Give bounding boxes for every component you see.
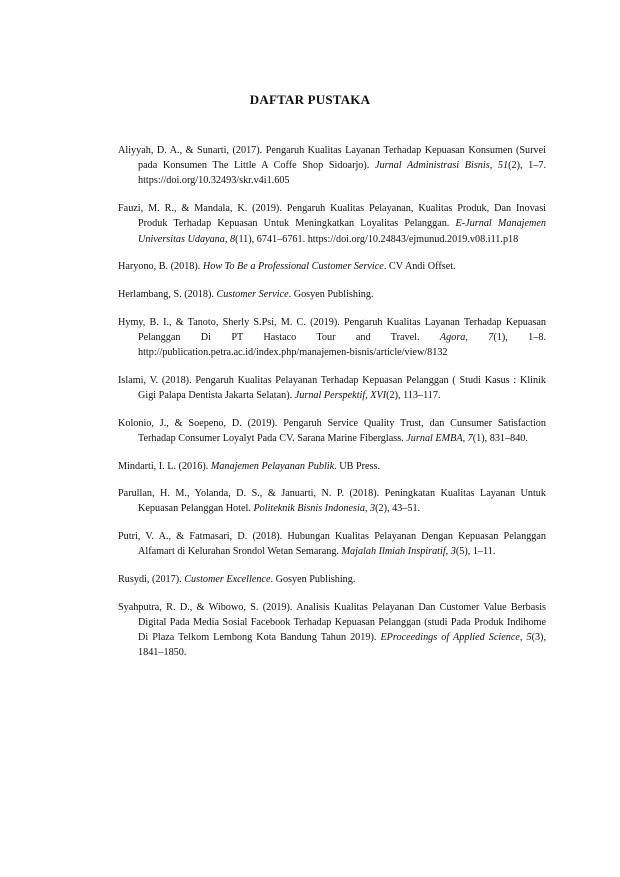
reference-list xyxy=(118,143,546,673)
reference-text: . CV Andi Offset. xyxy=(383,261,456,273)
reference-italic-text: 7 xyxy=(488,331,494,343)
reference-italic-text: 3 xyxy=(450,546,456,558)
reference-italic-text: Customer Excellence xyxy=(184,574,271,586)
reference-entry xyxy=(118,600,546,661)
reference-text: (5), 1–11. xyxy=(455,546,496,558)
reference-italic-text: 8 xyxy=(229,233,236,245)
reference-text: , xyxy=(489,160,498,172)
reference-italic-text: XVI xyxy=(370,389,387,401)
reference-italic-text: EProceedings of Applied Science xyxy=(380,632,520,644)
reference-entry xyxy=(118,572,546,587)
reference-italic-text: How To Be a Professional Customer Service xyxy=(202,261,384,273)
reference-text: Rusydi, (2017). xyxy=(118,574,185,586)
reference-italic-text: Majalah Ilmiah Inspiratif xyxy=(341,546,446,558)
reference-text: Aliyyah, D. A., & Sunarti, (2017). Pengaruh Kualitas Layanan Terhadap Kepuasan Konsumen (Survei pada Konsumen The Little A Coffe Shop Sidoarjo). xyxy=(118,145,546,172)
reference-text: Parullan, H. M., Yolanda, D. S., & Januarti, N. P. (2018). Peningkatan Kualitas Layanan Untuk Kepuasan Pelanggan Hotel. xyxy=(118,488,546,515)
reference-italic-text: 7 xyxy=(467,432,473,444)
reference-text: Herlambang, S. (2018). xyxy=(118,288,217,300)
reference-italic-text: 51 xyxy=(497,160,509,172)
reference-entry xyxy=(118,416,546,446)
reference-text: Hymy, B. I., & Tanoto, Sherly S.Psi, M. C. (2019). Pengaruh Kualitas Layanan Terhadap Kepuasan Pelanggan Di PT Hastaco Tour and Travel. xyxy=(118,316,546,343)
page-title: DAFTAR PUSTAKA xyxy=(249,92,371,107)
reference-italic-text: E-Jurnal Manajemen Universitas Udayana xyxy=(138,218,547,245)
reference-text: . Gosyen Publishing. xyxy=(270,574,356,586)
reference-text: (1), 1–8. http://publication.petra.ac.id/index.php/manajemen-bisnis/article/view/8132 xyxy=(138,331,547,359)
reference-text: Syahputra, R. D., & Wibowo, S. (2019). Analisis Kualitas Pelayanan Dan Customer Value Berbasis Digital Pada Media Sosial Facebook Terhadap Kepuasan Pelanggan (studi Pada Produk Indihome Di Plaza Telkom Lembong Kota Bandung Tahun 2019). xyxy=(118,601,546,644)
reference-italic-text: Customer Service xyxy=(216,288,289,300)
reference-italic-text: Politeknik Bisnis Indonesia xyxy=(253,503,365,515)
reference-text: . Gosyen Publishing. xyxy=(288,288,374,300)
reference-italic-text: Jurnal Administrasi Bisnis xyxy=(374,160,490,172)
reference-entry xyxy=(118,143,546,189)
reference-entry xyxy=(118,529,546,559)
reference-text: (11), 6741–6761. https://doi.org/10.24843/ejmunud.2019.v08.i11.p18 xyxy=(235,233,519,245)
reference-text: , xyxy=(364,503,371,515)
reference-text: , xyxy=(224,233,230,245)
reference-italic-text: Jurnal EMBA xyxy=(406,432,463,444)
reference-italic-text: Jurnal Perspektif xyxy=(294,389,366,401)
reference-text: , xyxy=(462,432,468,444)
reference-entry xyxy=(118,201,546,247)
reference-entry xyxy=(118,459,546,474)
reference-entry xyxy=(118,259,546,274)
reference-text: Haryono, B. (2018). xyxy=(118,261,203,273)
reference-italic-text: Agora xyxy=(439,331,466,343)
reference-entry xyxy=(118,486,546,516)
reference-entry xyxy=(118,373,546,403)
reference-text: , xyxy=(465,331,489,343)
reference-text: , xyxy=(445,546,451,558)
reference-text: , xyxy=(365,389,371,401)
reference-text: Mindarti, I. L. (2016). xyxy=(118,460,211,472)
reference-text: (2), 113–117. xyxy=(386,389,441,401)
reference-text: (2), 1–7. https://doi.org/10.32493/skr.v4i1.605 xyxy=(138,160,547,187)
reference-text: Islami, V. (2018). Pengaruh Kualitas Pelayanan Terhadap Kepuasan Pelanggan ( Studi Kasus : Klinik Gigi Palapa Dentista Jakarta Selatan). xyxy=(118,374,546,401)
reference-text: Putri, V. A., & Fatmasari, D. (2018). Hubungan Kualitas Pelayanan Dengan Kepuasan Pelanggan Alfamart di Kelurahan Srondol Wetan Semarang. xyxy=(118,531,546,558)
reference-entry xyxy=(118,315,546,361)
reference-italic-text: Manajemen Pelayanan Publik xyxy=(210,460,335,472)
reference-entry xyxy=(118,287,546,302)
reference-text: (3), 1841–1850. xyxy=(138,632,546,659)
reference-text: (1), 831–840. xyxy=(472,432,528,444)
reference-italic-text: 5 xyxy=(526,632,532,644)
reference-text: , xyxy=(519,632,527,644)
reference-text: . UB Press. xyxy=(334,460,381,472)
reference-text: (2), 43–51. xyxy=(375,503,421,515)
reference-text: Fauzi, M. R., & Mandala, K. (2019). Pengaruh Kualitas Pelayanan, Kualitas Produk, Dan Inovasi Produk Terhadap Kepuasan Untuk Meningkatkan Loyalitas Pelanggan. xyxy=(118,203,546,230)
reference-text: Kolonio, J., & Soepeno, D. (2019). Pengaruh Service Quality Trust, dan Cunsumer Satisfaction Terhadap Consumer Loyalyt Pada CV. Sarana Marine Fiberglass. xyxy=(118,417,546,444)
reference-italic-text: 3 xyxy=(370,503,376,515)
